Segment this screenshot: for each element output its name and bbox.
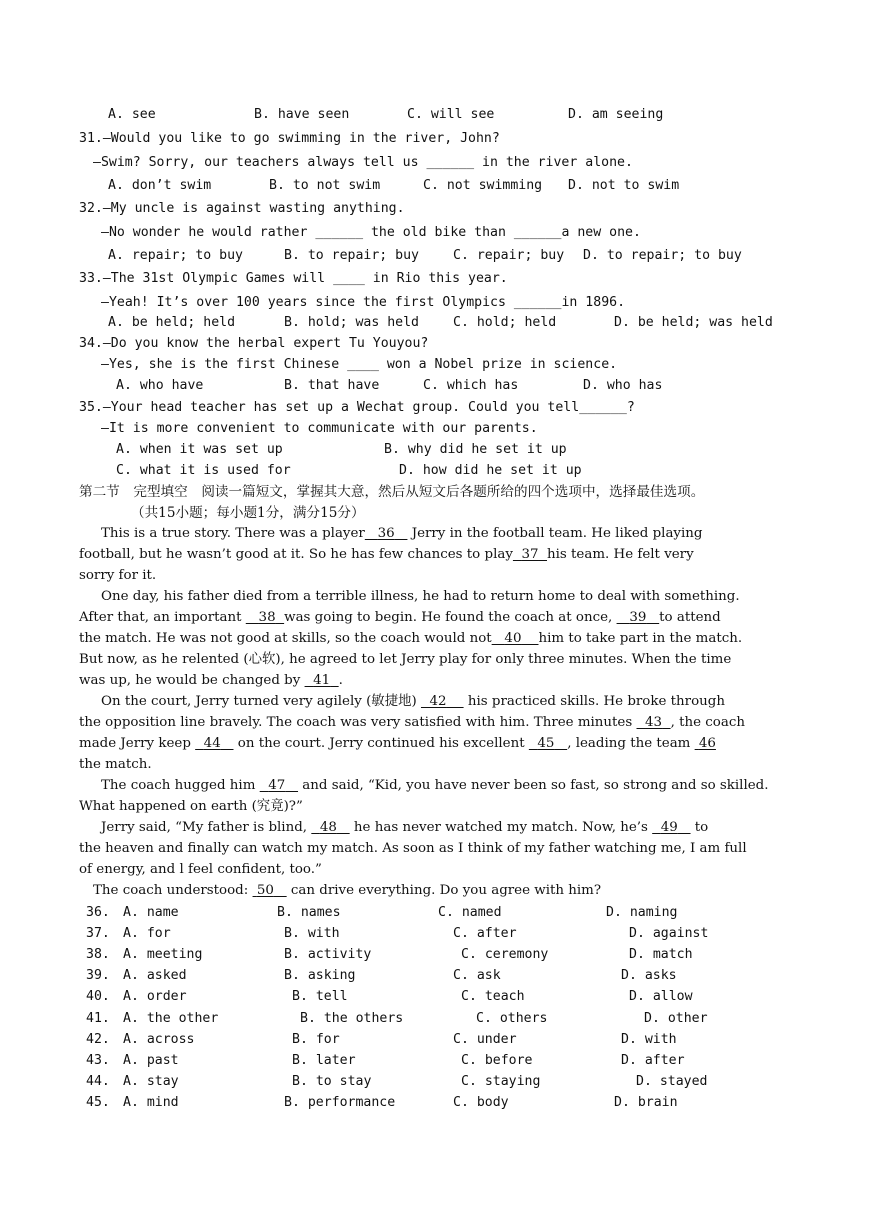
answer-option-d: D. after bbox=[621, 1053, 685, 1068]
answer-option-d: D. other bbox=[644, 1011, 708, 1026]
answer-option-b: B. performance bbox=[284, 1095, 396, 1110]
passage-text: The coach hugged him bbox=[101, 778, 256, 793]
q31-option-b: B. to not swim bbox=[269, 178, 381, 193]
blank-48 bbox=[311, 820, 349, 835]
q34-option-c: C. which has bbox=[423, 378, 519, 393]
q30-option-d: D. am seeing bbox=[568, 107, 664, 122]
passage-line bbox=[101, 693, 725, 711]
passage-text: . bbox=[338, 673, 343, 688]
answer-option-a: A. meeting bbox=[123, 947, 203, 962]
passage-text: and said, “Kid, you have never been so fast, so strong and so skilled. bbox=[302, 778, 769, 793]
answer-option-d: D. stayed bbox=[636, 1074, 708, 1089]
blank-number: 47 bbox=[268, 778, 286, 793]
passage-text: his team. He felt very bbox=[547, 547, 694, 562]
answer-option-c: C. ask bbox=[453, 968, 501, 983]
answer-option-c: C. body bbox=[453, 1095, 509, 1110]
passage-text: The coach understood: bbox=[93, 883, 249, 898]
passage-text: to attend bbox=[659, 610, 721, 625]
passage-text: This is a true story. There was a player bbox=[101, 526, 365, 541]
passage-line bbox=[79, 546, 694, 564]
answer-option-c: C. after bbox=[453, 926, 517, 941]
answer-option-d: D. allow bbox=[629, 989, 693, 1004]
q32-stem: 32.—My uncle is against wasting anything. bbox=[79, 201, 405, 216]
q32-option-b: B. to repair; buy bbox=[284, 248, 419, 263]
answer-option-a: A. name bbox=[123, 905, 179, 920]
blank-number: 38 bbox=[258, 610, 276, 625]
blank-43 bbox=[637, 715, 671, 730]
answer-option-d: D. brain bbox=[614, 1095, 678, 1110]
answer-option-d: D. against bbox=[629, 926, 709, 941]
answer-option-d: D. match bbox=[629, 947, 693, 962]
blank-50 bbox=[253, 883, 287, 898]
passage-text: can drive everything. Do you agree with him? bbox=[290, 883, 602, 898]
answer-option-b: B. the others bbox=[300, 1011, 404, 1026]
passage-text: Jerry in the football team. He liked playing bbox=[411, 526, 703, 541]
answer-option-b: B. tell bbox=[292, 989, 348, 1004]
passage-line: the match. bbox=[79, 757, 152, 772]
q33-option-c: C. hold; held bbox=[453, 315, 557, 330]
blank-number: 43 bbox=[645, 715, 663, 730]
answer-number: 36. bbox=[86, 905, 110, 920]
answer-option-a: A. past bbox=[123, 1053, 179, 1068]
answer-number: 42. bbox=[86, 1032, 110, 1047]
passage-line: of energy, and l feel confident, too.” bbox=[79, 862, 322, 877]
blank-number: 46 bbox=[698, 736, 716, 751]
blank-37 bbox=[513, 547, 547, 562]
answer-number: 40. bbox=[86, 989, 110, 1004]
q33-stem: 33.—The 31st Olympic Games will ____ in Rio this year. bbox=[79, 271, 508, 286]
section2-subheading: （共15小题；每小题1分，满分15分） bbox=[131, 505, 365, 521]
answer-option-c: C. named bbox=[438, 905, 502, 920]
blank-number: 48 bbox=[319, 820, 337, 835]
answer-option-b: B. activity bbox=[284, 947, 372, 962]
passage-line bbox=[79, 609, 721, 627]
passage-line bbox=[79, 714, 745, 732]
answer-number: 37. bbox=[86, 926, 110, 941]
passage-line bbox=[79, 672, 343, 690]
answer-number: 45. bbox=[86, 1095, 110, 1110]
answer-option-a: A. mind bbox=[123, 1095, 179, 1110]
q34-reply: —Yes, she is the first Chinese ____ won a Nobel prize in science. bbox=[101, 357, 618, 372]
q34-option-a: A. who have bbox=[116, 378, 204, 393]
blank-40 bbox=[492, 631, 539, 646]
answer-option-c: C. teach bbox=[461, 989, 525, 1004]
passage-text: After that, an important bbox=[79, 610, 242, 625]
q35-stem: 35.—Your head teacher has set up a Wechat group. Could you tell______? bbox=[79, 400, 635, 415]
blank-47 bbox=[260, 778, 298, 793]
blank-number: 45 bbox=[537, 736, 555, 751]
passage-line bbox=[101, 819, 708, 837]
q32-option-c: C. repair; buy bbox=[453, 248, 565, 263]
blank-number: 41 bbox=[313, 673, 331, 688]
q30-option-b: B. have seen bbox=[254, 107, 350, 122]
blank-number: 40 bbox=[504, 631, 522, 646]
q32-option-a: A. repair; to buy bbox=[108, 248, 243, 263]
q35-option-c: C. what it is used for bbox=[116, 463, 291, 478]
passage-text: On the court, Jerry turned very agilely (敏捷地) bbox=[101, 694, 417, 709]
blank-39 bbox=[617, 610, 660, 625]
answer-number: 41. bbox=[86, 1011, 110, 1026]
blank-49 bbox=[652, 820, 690, 835]
passage-line: But now, as he relented (心软), he agreed to let Jerry play for only three minutes. When the time bbox=[79, 652, 732, 667]
q33-reply: —Yeah! It’s over 100 years since the first Olympics ______in 1896. bbox=[101, 295, 626, 310]
q32-option-d: D. to repair; to buy bbox=[583, 248, 742, 263]
answer-option-b: B. later bbox=[292, 1053, 356, 1068]
answer-option-d: D. with bbox=[621, 1032, 677, 1047]
answer-option-a: A. across bbox=[123, 1032, 195, 1047]
blank-38 bbox=[246, 610, 284, 625]
answer-number: 38. bbox=[86, 947, 110, 962]
answer-option-b: B. for bbox=[292, 1032, 340, 1047]
q30-option-a: A. see bbox=[108, 107, 156, 122]
q30-option-c: C. will see bbox=[407, 107, 495, 122]
q35-reply: —It is more convenient to communicate with our parents. bbox=[101, 421, 538, 436]
passage-text: he has never watched my match. Now, he’s bbox=[353, 820, 648, 835]
q31-stem: 31.—Would you like to go swimming in the river, John? bbox=[79, 131, 500, 146]
answer-option-c: C. ceremony bbox=[461, 947, 549, 962]
answer-number: 39. bbox=[86, 968, 110, 983]
q31-option-c: C. not swimming bbox=[423, 178, 543, 193]
blank-44 bbox=[195, 736, 233, 751]
q35-option-a: A. when it was set up bbox=[116, 442, 283, 457]
answer-number: 43. bbox=[86, 1053, 110, 1068]
blank-number: 42 bbox=[429, 694, 447, 709]
q31-option-d: D. not to swim bbox=[568, 178, 680, 193]
passage-text: football, but he wasn’t good at it. So he has few chances to play bbox=[79, 547, 513, 562]
blank-45 bbox=[529, 736, 567, 751]
answer-option-c: C. before bbox=[461, 1053, 533, 1068]
passage-line: sorry for it. bbox=[79, 568, 157, 583]
answer-option-c: C. under bbox=[453, 1032, 517, 1047]
q31-option-a: A. don’t swim bbox=[108, 178, 212, 193]
blank-number: 37 bbox=[521, 547, 539, 562]
blank-number: 49 bbox=[660, 820, 678, 835]
answer-option-c: C. staying bbox=[461, 1074, 541, 1089]
passage-line bbox=[79, 735, 716, 753]
answer-option-a: A. the other bbox=[123, 1011, 219, 1026]
passage-text: on the court. Jerry continued his excellent bbox=[237, 736, 525, 751]
passage-text: to bbox=[694, 820, 709, 835]
answer-option-b: B. with bbox=[284, 926, 340, 941]
answer-option-a: A. for bbox=[123, 926, 171, 941]
passage-line bbox=[101, 525, 702, 543]
q32-reply: —No wonder he would rather ______ the old bike than ______a new one. bbox=[101, 225, 641, 240]
passage-text: was going to begin. He found the coach at once, bbox=[284, 610, 613, 625]
q33-option-d: D. be held; was held bbox=[614, 315, 773, 330]
passage-line: What happened on earth (究竟)?” bbox=[79, 799, 303, 814]
q35-option-b: B. why did he set it up bbox=[384, 442, 567, 457]
passage-line bbox=[101, 777, 769, 795]
q34-option-b: B. that have bbox=[284, 378, 380, 393]
answer-option-b: B. to stay bbox=[292, 1074, 372, 1089]
blank-number: 39 bbox=[629, 610, 647, 625]
section2-heading: 第二节 完型填空 阅读一篇短文，掌握其大意，然后从短文后各题所给的四个选项中，选择最佳选项。 bbox=[79, 484, 705, 500]
answer-option-d: D. asks bbox=[621, 968, 677, 983]
passage-line: One day, his father died from a terrible illness, he had to return home to deal with something. bbox=[101, 589, 740, 604]
passage-text: , leading the team bbox=[567, 736, 691, 751]
passage-line bbox=[79, 630, 742, 648]
passage-text: made Jerry keep bbox=[79, 736, 191, 751]
blank-36 bbox=[365, 526, 408, 541]
passage-line bbox=[93, 882, 601, 900]
answer-option-d: D. naming bbox=[606, 905, 678, 920]
q33-option-a: A. be held; held bbox=[108, 315, 236, 330]
passage-text: , the coach bbox=[670, 715, 745, 730]
blank-41 bbox=[305, 673, 339, 688]
answer-option-a: A. asked bbox=[123, 968, 187, 983]
blank-42 bbox=[421, 694, 464, 709]
answer-option-b: B. names bbox=[277, 905, 341, 920]
q31-reply: —Swim? Sorry, our teachers always tell us ______ in the river alone. bbox=[93, 155, 633, 170]
blank-number: 50 bbox=[256, 883, 274, 898]
answer-option-a: A. order bbox=[123, 989, 187, 1004]
q35-option-d: D. how did he set it up bbox=[399, 463, 582, 478]
answer-option-a: A. stay bbox=[123, 1074, 179, 1089]
passage-text: was up, he would be changed by bbox=[79, 673, 301, 688]
q33-option-b: B. hold; was held bbox=[284, 315, 419, 330]
passage-text: the match. He was not good at skills, so the coach would not bbox=[79, 631, 492, 646]
passage-text: him to take part in the match. bbox=[538, 631, 743, 646]
q34-stem: 34.—Do you know the herbal expert Tu Youyou? bbox=[79, 336, 429, 351]
answer-option-c: C. others bbox=[476, 1011, 548, 1026]
blank-number: 44 bbox=[203, 736, 221, 751]
answer-number: 44. bbox=[86, 1074, 110, 1089]
passage-text: Jerry said, “My father is blind, bbox=[101, 820, 308, 835]
blank-46 bbox=[695, 736, 716, 751]
answer-option-b: B. asking bbox=[284, 968, 356, 983]
blank-number: 36 bbox=[377, 526, 395, 541]
passage-text: the opposition line bravely. The coach was very satisfied with him. Three minutes bbox=[79, 715, 633, 730]
passage-line: the heaven and finally can watch my match. As soon as I think of my father watching me, I am full bbox=[79, 841, 747, 856]
passage-text: his practiced skills. He broke through bbox=[467, 694, 725, 709]
q34-option-d: D. who has bbox=[583, 378, 663, 393]
